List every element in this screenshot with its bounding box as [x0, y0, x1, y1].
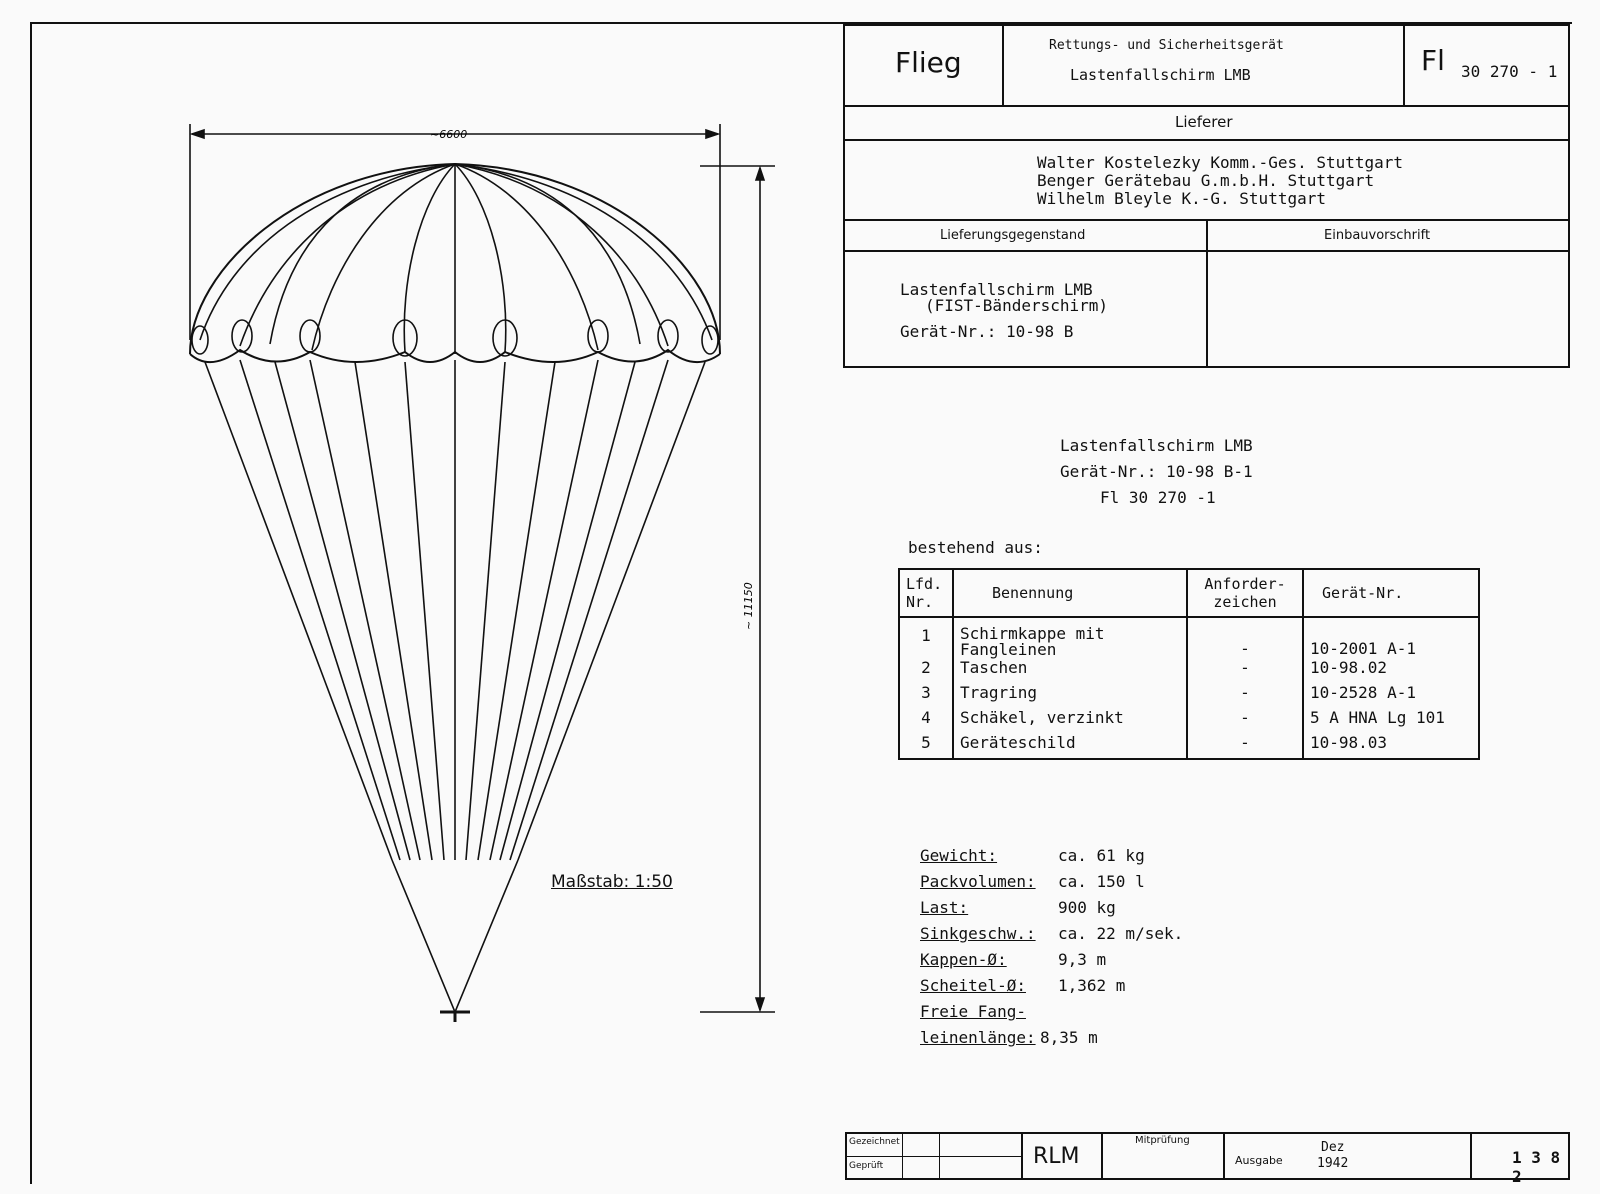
drawn-label: Gezeichnet: [849, 1137, 900, 1147]
footer-edition-cell: [1223, 1132, 1472, 1180]
col-header-code: Anforder- zeichen: [1187, 569, 1303, 617]
row-code: -: [1187, 683, 1303, 708]
header-doc-prefix: Fl: [1421, 44, 1445, 77]
row-code: -: [1187, 617, 1303, 658]
col-header-name: Benennung: [953, 569, 1187, 617]
checked-label: Geprüft: [849, 1161, 884, 1171]
spec-value: ca. 22 m/sek.: [1058, 924, 1184, 943]
supplier-line-3: Wilhelm Bleyle K.-G. Stuttgart: [1037, 189, 1326, 208]
delivery-item-heading: Lieferungsgegenstand: [940, 228, 1086, 243]
table-row: [899, 617, 1479, 658]
co-check-label: Mitprüfung: [1135, 1135, 1190, 1146]
edition-label: Ausgabe: [1235, 1154, 1283, 1167]
delivery-line-3: Gerät-Nr.: 10-98 B: [900, 322, 1074, 341]
table-row: [899, 683, 1479, 708]
supplier-line-1: Walter Kostelezky Komm.-Ges. Stuttgart: [1037, 153, 1404, 172]
suspension-line: [205, 362, 392, 860]
pocket: [300, 320, 320, 352]
consisting-of-label: bestehend aus:: [908, 538, 1043, 557]
table-row: [899, 658, 1479, 683]
delivery-line-2: (FIST-Bänderschirm): [925, 296, 1109, 315]
header-left-label: Flieg: [895, 46, 962, 79]
pocket: [658, 320, 678, 352]
row-name: Taschen: [953, 658, 1187, 683]
header-left-cell: [843, 24, 1004, 107]
spec-key: leinenlänge:: [920, 1028, 1036, 1047]
row-part: 5 A HNA Lg 101: [1303, 708, 1479, 733]
footer-sheet-cell: [1470, 1132, 1570, 1186]
delivery-line-1: Lastenfallschirm LMB: [900, 280, 1093, 299]
main-device-number: Gerät-Nr.: 10-98 B-1: [1060, 462, 1253, 481]
suspension-line: [405, 362, 444, 860]
suspension-line: [240, 360, 400, 860]
row-no: 5: [899, 733, 953, 759]
header-category: Rettungs- und Sicherheitsgerät: [1049, 38, 1284, 53]
suspension-line: [355, 362, 432, 860]
footer-cocheck-cell: [1101, 1132, 1225, 1180]
parts-table: [898, 568, 1480, 760]
parachute-drawing: [0, 0, 800, 1080]
suspension-line: [518, 362, 705, 860]
row-part: 10-98.02: [1303, 658, 1479, 683]
suspension-line: [510, 360, 668, 860]
suspension-line: [466, 362, 505, 860]
main-title: Lastenfallschirm LMB: [1060, 436, 1253, 455]
footer-divider: [847, 1156, 1023, 1157]
row-code: -: [1187, 733, 1303, 759]
header-title-cell: [1002, 24, 1405, 107]
spec-value: 9,3 m: [1058, 950, 1107, 969]
row-no: 4: [899, 708, 953, 733]
suspension-line: [275, 362, 410, 860]
header-doc-number: 30 270 - 1: [1461, 62, 1558, 81]
table-row: [899, 708, 1479, 733]
row-part: 10-98.03: [1303, 733, 1479, 759]
row-name: Tragring: [953, 683, 1187, 708]
col-header-no: Lfd. Nr.: [899, 569, 953, 617]
pocket: [232, 320, 252, 352]
col-header-part: Gerät-Nr.: [1303, 569, 1479, 617]
spec-key: Sinkgeschw.:: [920, 924, 1036, 943]
main-doc-number: Fl 30 270 -1: [1100, 488, 1216, 507]
sheet-number: 1 3 8 2: [1512, 1148, 1561, 1186]
riser-cone: [392, 860, 518, 1012]
delivery-heading-cell: [843, 219, 1208, 252]
row-code: -: [1187, 708, 1303, 733]
spec-key: Last:: [920, 898, 969, 917]
pocket: [702, 326, 718, 354]
row-no: 1: [899, 617, 953, 658]
row-part: 10-2001 A-1: [1303, 617, 1479, 658]
row-no: 2: [899, 658, 953, 683]
suspension-line: [310, 360, 420, 860]
supplier-line-2: Benger Gerätebau G.m.b.H. Stuttgart: [1037, 171, 1375, 190]
spec-key: Gewicht:: [920, 846, 998, 865]
spec-value: ca. 150 l: [1058, 872, 1145, 891]
spec-value: 8,35 m: [1040, 1028, 1098, 1047]
row-name: Schirmkappe mit Fangleinen: [953, 617, 1187, 658]
edition-year: 1942: [1317, 1156, 1349, 1171]
header-item-title: Lastenfallschirm LMB: [1070, 66, 1251, 84]
suspension-line: [500, 362, 635, 860]
footer-signature-cell: [845, 1132, 1023, 1180]
spec-value: ca. 61 kg: [1058, 846, 1145, 865]
row-part: 10-2528 A-1: [1303, 683, 1479, 708]
scale-label: Maßstab: 1:50: [551, 872, 673, 892]
supplier-list-cell: [843, 139, 1570, 221]
row-name: Geräteschild: [953, 733, 1187, 759]
spec-key: Scheitel-Ø:: [920, 976, 1026, 995]
install-heading: Einbauvorschrift: [1324, 228, 1431, 243]
parts-table-header: [899, 569, 1479, 617]
footer-org-cell: [1021, 1132, 1103, 1180]
org-label: RLM: [1033, 1144, 1080, 1169]
spec-key: Freie Fang-: [920, 1002, 1026, 1021]
header-number-cell: [1403, 24, 1570, 107]
spec-value: 1,362 m: [1058, 976, 1126, 995]
row-code: -: [1187, 658, 1303, 683]
width-dim-label: ~6600: [430, 128, 468, 141]
row-name: Schäkel, verzinkt: [953, 708, 1187, 733]
footer-divider: [902, 1134, 903, 1180]
install-heading-cell: [1206, 219, 1570, 252]
spec-key: Kappen-Ø:: [920, 950, 1007, 969]
spec-value: 900 kg: [1058, 898, 1116, 917]
row-no: 3: [899, 683, 953, 708]
supplier-heading: Lieferer: [1175, 113, 1233, 131]
table-row: [899, 733, 1479, 759]
height-dim-label: ~ 11150: [742, 582, 755, 630]
edition-month: Dez: [1321, 1140, 1345, 1155]
delivery-content-cell: [843, 250, 1208, 368]
install-content-cell: [1206, 250, 1570, 368]
spec-key: Packvolumen:: [920, 872, 1036, 891]
footer-divider: [939, 1134, 940, 1180]
supplier-heading-cell: [843, 105, 1570, 141]
